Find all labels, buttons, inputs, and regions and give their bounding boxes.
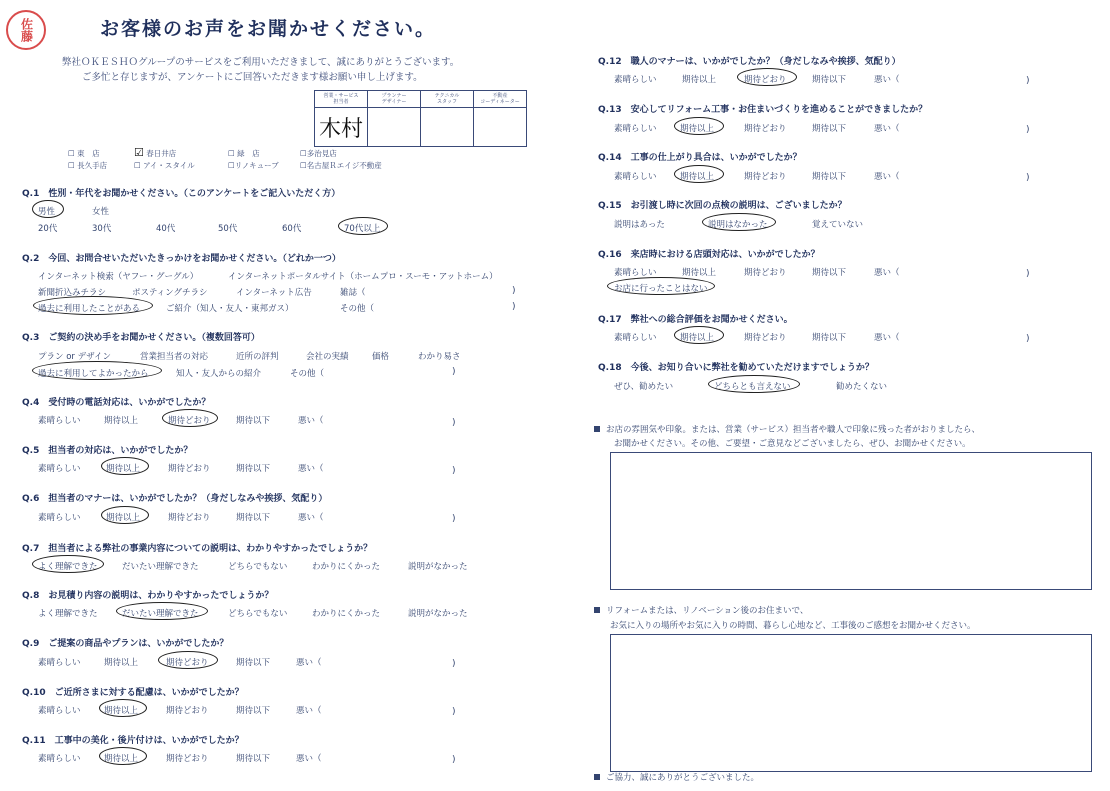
option[interactable]: わかり易さ <box>418 352 461 362</box>
option[interactable]: 期待以下 <box>812 268 847 278</box>
answer-circle <box>101 457 149 475</box>
answer-circle <box>674 117 724 135</box>
option[interactable]: どちらでもない <box>228 562 288 572</box>
option[interactable]: 知人・友人からの紹介 <box>176 369 262 379</box>
option[interactable]: 期待以下 <box>236 754 271 764</box>
option-age[interactable]: 60代 <box>282 224 302 234</box>
question-8: Q.8 お見積り内容の説明は、わかりやすかったでしょうか？ <box>22 591 274 601</box>
option[interactable]: 悪い（ <box>874 268 900 278</box>
option-male[interactable]: 男性 <box>38 207 56 217</box>
option-as-expected[interactable]: 期待どおり <box>744 75 787 85</box>
option-above-expectation[interactable]: 期待以上 <box>104 754 139 764</box>
option-above-expectation[interactable]: 期待以上 <box>106 464 141 474</box>
option-female[interactable]: 女性 <box>92 207 110 217</box>
shop-checkbox[interactable]: ☐多治見店 <box>300 149 337 158</box>
close-paren: ) <box>452 367 456 377</box>
check-mark-icon: ☑ <box>134 146 144 159</box>
option[interactable]: 期待どおり <box>168 464 211 474</box>
option[interactable]: 期待どおり <box>744 333 787 343</box>
option-above-expectation[interactable]: 期待以上 <box>680 333 715 343</box>
option[interactable]: 期待以下 <box>812 75 847 85</box>
option[interactable]: 素晴らしい <box>614 268 657 278</box>
question-12: Q.12 職人のマナーは、いかがでしたか？（身だしなみや挨拶、気配り） <box>598 57 901 67</box>
seal-stamp: 佐藤 <box>6 10 46 50</box>
staff-header-sales: 営業・サービス 担当者 <box>315 91 368 108</box>
close-paren: ) <box>452 466 456 476</box>
option[interactable]: 期待どおり <box>166 754 209 764</box>
option[interactable]: どちらでもない <box>228 609 288 619</box>
option-understood-well[interactable]: よく理解できた <box>38 562 98 572</box>
option[interactable]: 覚えていない <box>812 220 864 230</box>
shop-checkbox[interactable]: ☐ 緑 店 <box>228 149 260 158</box>
option[interactable]: 素晴らしい <box>614 333 657 343</box>
option-past-use[interactable]: 過去に利用したことがある <box>38 304 141 314</box>
option[interactable]: わかりにくかった <box>312 562 381 572</box>
option[interactable]: 期待以上 <box>682 75 717 85</box>
shop-checkbox[interactable]: ☐リノキューブ <box>228 161 279 170</box>
shop-checkbox[interactable]: ☐ 長久手店 <box>68 161 108 170</box>
option-above-expectation[interactable]: 期待以上 <box>106 513 141 523</box>
question-17: Q.17 弊社への総合評価をお聞かせください。 <box>598 315 793 325</box>
answer-circle <box>338 217 388 235</box>
close-paren: ) <box>1026 334 1030 344</box>
answer-circle <box>99 747 147 765</box>
option[interactable]: 悪い（ <box>874 124 900 134</box>
option[interactable]: 期待以下 <box>236 513 271 523</box>
staff-header-realestate: 不動産 コーディネーター <box>474 91 527 108</box>
answer-circle <box>101 506 149 524</box>
option[interactable]: 悪い（ <box>298 464 324 474</box>
answer-circle <box>32 361 162 380</box>
staff-header-planner: プランナー デザイナー <box>368 91 421 108</box>
comment-box-2[interactable] <box>610 634 1092 772</box>
question-11: Q.11 工事中の美化・後片付けは、いかがでしたか？ <box>22 736 244 746</box>
question-7: Q.7 担当者による弊社の事業内容についての説明は、わかりやすかったでしょうか？ <box>22 544 373 554</box>
answer-circle <box>708 375 800 393</box>
option[interactable]: 期待どおり <box>744 124 787 134</box>
option[interactable]: ご紹介（知人・友人・東邦ガス） <box>166 304 294 314</box>
option[interactable]: インターネット検索（ヤフー・グーグル） <box>38 272 199 282</box>
option-neutral[interactable]: どちらとも言えない <box>714 382 791 392</box>
option[interactable]: だいたい理解できた <box>122 562 199 572</box>
option[interactable]: 悪い（ <box>296 706 322 716</box>
staff-signature-cell[interactable] <box>315 108 368 147</box>
comment-prompt-2: リフォームまたは、リノベーション後のお住まいで、 <box>594 604 808 616</box>
option-age[interactable]: 30代 <box>92 224 112 234</box>
answer-circle <box>702 213 776 231</box>
question-10: Q.10 ご近所さまに対する配慮は、いかがでしたか？ <box>22 688 244 698</box>
option[interactable]: その他（ <box>290 369 325 379</box>
option-age[interactable]: 40代 <box>156 224 176 234</box>
answer-circle <box>32 555 104 573</box>
question-6: Q.6 担当者のマナーは、いかがでしたか？（身だしなみや挨拶、気配り） <box>22 494 328 504</box>
question-5: Q.5 担当者の対応は、いかがでしたか？ <box>22 446 193 456</box>
answer-circle <box>674 165 724 183</box>
option[interactable]: 近所の評判 <box>236 352 279 362</box>
option[interactable]: インターネット広告 <box>236 288 312 298</box>
question-1: Q.1 性別・年代をお聞かせください。（このアンケートをご記入いただく方） <box>22 189 341 199</box>
option[interactable]: わかりにくかった <box>312 609 381 619</box>
close-paren: ) <box>1026 173 1030 183</box>
option[interactable]: 期待以下 <box>812 172 847 182</box>
question-16: Q.16 来店時における店頭対応は、いかがでしたか？ <box>598 250 820 260</box>
square-bullet-icon <box>594 607 600 613</box>
question-4: Q.4 受付時の電話対応は、いかがでしたか？ <box>22 398 211 408</box>
square-bullet-icon <box>594 426 600 432</box>
question-3: Q.3 ご契約の決め手をお聞かせください。（複数回答可） <box>22 333 260 343</box>
option[interactable]: 素晴らしい <box>38 513 81 523</box>
answer-circle <box>32 200 64 218</box>
option-above-expectation[interactable]: 期待以上 <box>680 124 715 134</box>
staff-cell-planner[interactable] <box>368 108 421 147</box>
answer-circle <box>674 326 724 344</box>
option[interactable]: プラン or デザイン <box>38 352 112 362</box>
staff-table <box>314 90 527 147</box>
close-paren: ) <box>452 418 456 428</box>
intro-line-2: ご多忙と存じますが、アンケートにご回答いただきます様お願い申し上げます。 <box>82 72 423 83</box>
option[interactable]: 期待どおり <box>166 706 209 716</box>
staff-header-technical: テクニカル スタッフ <box>421 91 474 108</box>
option[interactable]: 悪い（ <box>296 754 322 764</box>
option[interactable]: 期待以下 <box>236 416 271 426</box>
option[interactable]: 素晴らしい <box>38 706 81 716</box>
close-paren: ) <box>1026 269 1030 279</box>
option-above-expectation[interactable]: 期待以上 <box>680 172 715 182</box>
option[interactable]: よく理解できた <box>38 609 98 619</box>
page-title: お客様のお声をお聞かせください。 <box>100 18 437 40</box>
close-paren: ) <box>1026 125 1030 135</box>
option[interactable]: 新聞折込みチラシ <box>38 288 107 298</box>
option[interactable]: 期待どおり <box>168 513 211 523</box>
option[interactable]: 説明がなかった <box>408 562 468 572</box>
option-not-explained[interactable]: 説明はなかった <box>708 220 768 230</box>
option[interactable]: 悪い（ <box>874 75 900 85</box>
question-15: Q.15 お引渡し時に次回の点検の説明は、ございましたか？ <box>598 201 847 211</box>
comment-prompt-2b: お気に入りの場所やお気に入りの時間、暮らし心地など、工事後のご感想をお聞かせください。 <box>610 621 976 631</box>
option[interactable]: ポスティングチラシ <box>132 288 208 298</box>
question-14: Q.14 工事の仕上がり具合は、いかがでしたか？ <box>598 153 802 163</box>
option[interactable]: 素晴らしい <box>38 464 81 474</box>
shop-checkbox[interactable]: ☐名古屋Ｒエイジ不動産 <box>300 161 382 170</box>
option[interactable]: インターネットポータルサイト（ホームプロ・スーモ・アットホーム） <box>228 272 498 282</box>
option[interactable]: 悪い（ <box>298 513 324 523</box>
question-18: Q.18 今後、お知り合いに弊社を勧めていただけますでしょうか？ <box>598 363 874 373</box>
option-above-expectation[interactable]: 期待以上 <box>104 706 139 716</box>
option[interactable]: 素晴らしい <box>614 124 657 134</box>
answer-circle <box>33 296 153 315</box>
option[interactable]: 期待以下 <box>236 706 271 716</box>
close-paren: ) <box>452 659 456 669</box>
option[interactable]: 営業担当者の対応 <box>140 352 209 362</box>
option[interactable]: 素晴らしい <box>38 416 81 426</box>
question-13: Q.13 安心してリフォーム工事・お住まいづくりを進めることができましたか？ <box>598 105 928 115</box>
option[interactable]: 悪い（ <box>874 333 900 343</box>
answer-circle <box>116 602 208 620</box>
shop-checkbox-checked[interactable]: ☑ 春日井店 <box>134 146 177 159</box>
option[interactable]: 素晴らしい <box>614 75 657 85</box>
option[interactable]: 期待以下 <box>812 124 847 134</box>
option[interactable]: 期待以上 <box>682 268 717 278</box>
shop-checkbox[interactable]: ☐ 東 店 <box>68 149 100 158</box>
footer-thanks: ご協力、誠にありがとうございました。 <box>594 771 759 783</box>
close-paren: ) <box>512 302 516 312</box>
answer-circle <box>607 277 715 295</box>
comment-prompt-1b: お聞かせください。その他、ご要望・ご意見などございましたら、ぜひ、お聞かせください。 <box>614 439 971 449</box>
option-as-expected[interactable]: 期待どおり <box>166 658 209 668</box>
close-paren: ) <box>452 514 456 524</box>
option[interactable]: 期待どおり <box>744 172 787 182</box>
answer-circle <box>99 699 147 717</box>
close-paren: ) <box>452 755 456 765</box>
option[interactable]: 期待以上 <box>104 416 139 426</box>
option[interactable]: 期待以上 <box>104 658 139 668</box>
comment-prompt-1: お店の雰囲気や印象。または、営業（サービス）担当者や職人で印象に残った者がおりましたら、 <box>594 423 980 435</box>
staff-cell-technical[interactable] <box>421 108 474 147</box>
answer-circle <box>737 68 797 86</box>
close-paren: ) <box>512 286 516 296</box>
staff-signature: 木村 <box>318 116 363 142</box>
intro-line-1: 弊社ＯＫＥＳＨＯグループのサービスをご利用いただきまして、誠にありがとうございます。 <box>62 57 460 68</box>
question-9: Q.9 ご提案の商品やプランは、いかがでしたか？ <box>22 639 229 649</box>
comment-box-1[interactable] <box>610 452 1092 590</box>
staff-cell-realestate[interactable] <box>474 108 527 147</box>
option-age[interactable]: 50代 <box>218 224 238 234</box>
option[interactable]: 悪い（ <box>874 172 900 182</box>
option[interactable]: 勧めたくない <box>836 382 888 392</box>
option[interactable]: 素晴らしい <box>38 658 81 668</box>
option[interactable]: 雑誌（ <box>340 288 366 298</box>
option[interactable]: 悪い（ <box>298 416 324 426</box>
option[interactable]: 説明はあった <box>614 220 665 230</box>
option[interactable]: 素晴らしい <box>38 754 81 764</box>
option[interactable]: 悪い（ <box>296 658 322 668</box>
option[interactable]: ぜひ、勧めたい <box>614 382 674 392</box>
answer-circle <box>162 409 218 427</box>
option-mostly-understood[interactable]: だいたい理解できた <box>122 609 199 619</box>
answer-circle <box>158 651 218 669</box>
close-paren: ) <box>452 707 456 717</box>
shop-checkbox[interactable]: ☐ アイ・スタイル <box>134 161 195 170</box>
option-past-satisfied[interactable]: 過去に利用してよかったから <box>38 369 149 379</box>
option-as-expected[interactable]: 期待どおり <box>168 416 211 426</box>
option[interactable]: 期待どおり <box>744 268 787 278</box>
option-age[interactable]: 20代 <box>38 224 58 234</box>
option[interactable]: 期待以下 <box>236 464 271 474</box>
option-age-70[interactable]: 70代以上 <box>344 224 381 234</box>
option[interactable]: 素晴らしい <box>614 172 657 182</box>
question-2: Q.2 今回、お問合せいただいたきっかけをお聞かせください。（どれか一つ） <box>22 254 341 264</box>
option[interactable]: 期待以下 <box>812 333 847 343</box>
close-paren: ) <box>1026 76 1030 86</box>
option-never-visited[interactable]: お店に行ったことはない <box>614 284 708 294</box>
option[interactable]: 期待以下 <box>236 658 271 668</box>
option[interactable]: 会社の実績 <box>306 352 349 362</box>
option[interactable]: 価格 <box>372 352 390 362</box>
option[interactable]: その他（ <box>340 304 375 314</box>
square-bullet-icon <box>594 774 600 780</box>
option[interactable]: 説明がなかった <box>408 609 468 619</box>
